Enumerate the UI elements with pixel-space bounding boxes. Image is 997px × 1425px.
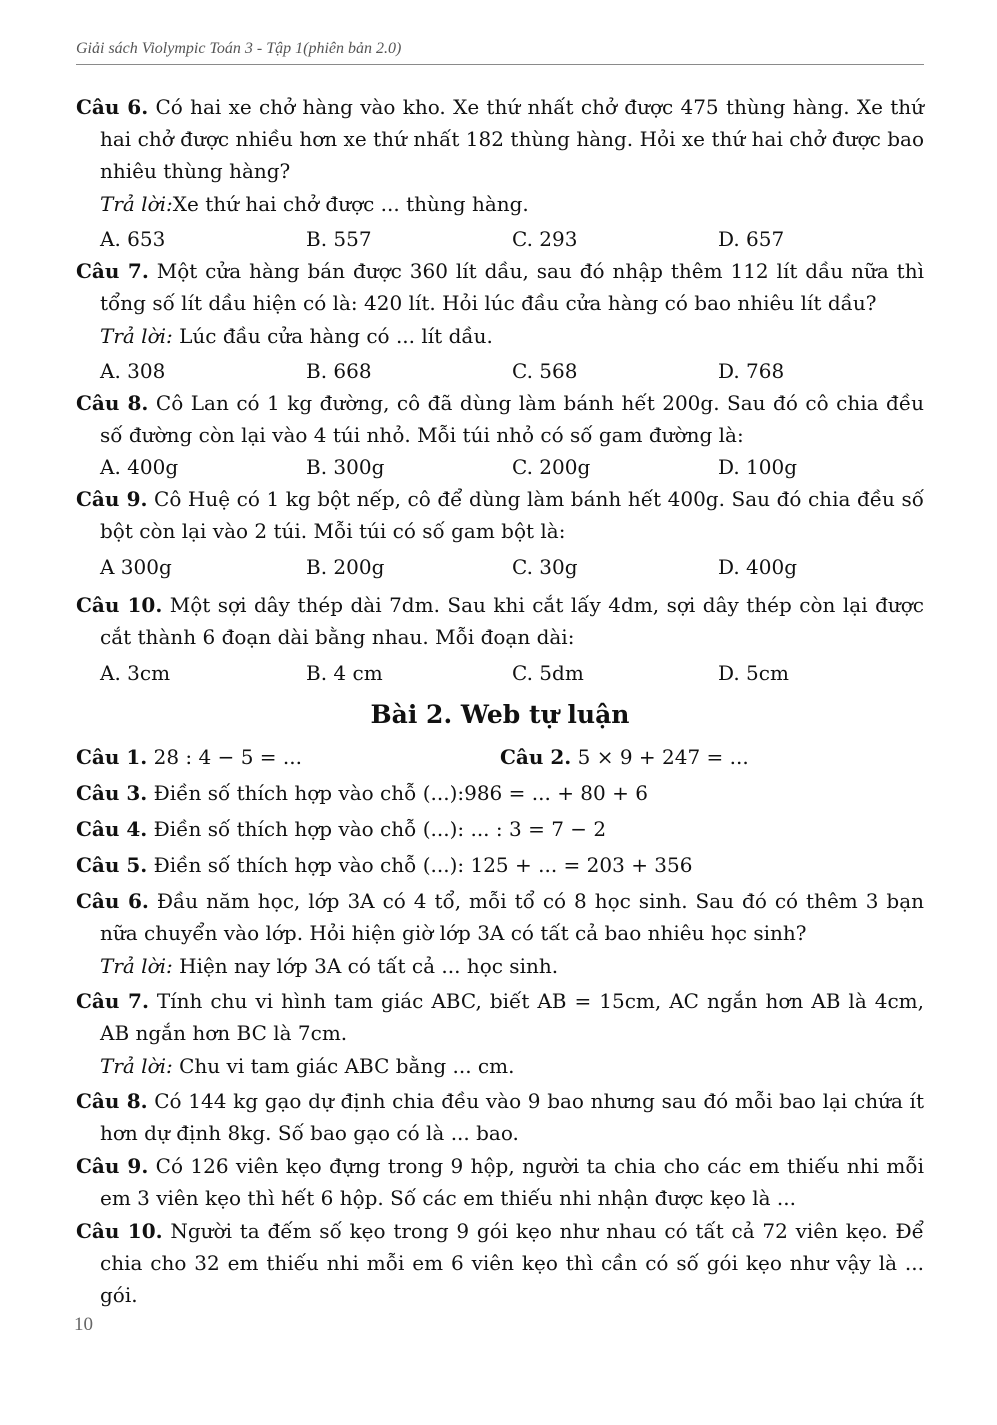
option-a: A. 400g — [100, 455, 179, 479]
question-text: Người ta đếm số kẹo trong 9 gói kẹo như nhau có tất cả 72 viên kẹo. Để chia cho 32 em thiếu nhi mỗi em 6 viên kẹo thì cần có số gói kẹo như vậy là ... gói. — [100, 1219, 924, 1307]
options-8 — [100, 451, 924, 483]
running-header: Giải sách Violympic Toán 3 - Tập 1(phiên bản 2.0) — [76, 40, 402, 57]
essay-question-3 — [76, 777, 924, 809]
question-label: Câu 6. — [76, 95, 149, 119]
options-10 — [100, 657, 924, 689]
option-d: D. 400g — [718, 555, 798, 579]
essay-question-5 — [76, 849, 924, 881]
question-text: Điền số thích hợp vào chỗ (...): ... : 3 = 7 − 2 — [147, 817, 607, 841]
question-text: Có hai xe chở hàng vào kho. Xe thứ nhất chở được 475 thùng hàng. Xe thứ hai chở được nhiều hơn xe thứ nhất 182 thùng hàng. Hỏi xe thứ hai chở được bao nhiêu thùng hàng? — [100, 95, 925, 183]
question-label: Câu 7. — [76, 989, 149, 1013]
answer-line-6 — [100, 188, 924, 220]
option-d: D. 5cm — [718, 661, 789, 685]
option-c: C. 5dm — [512, 661, 584, 685]
essay-question-1 — [76, 741, 500, 773]
question-row-1-2 — [76, 741, 924, 773]
option-d: D. 100g — [718, 455, 798, 479]
question-label: Câu 4. — [76, 817, 148, 841]
option-a: A. 653 — [100, 227, 166, 251]
question-label: Câu 2. — [500, 745, 572, 769]
header-divider — [76, 64, 924, 65]
answer-text: Lúc đầu cửa hàng có ... lít dầu. — [172, 324, 493, 348]
option-b: B. 300g — [306, 455, 385, 479]
question-text: Một sợi dây thép dài 7dm. Sau khi cắt lấy 4dm, sợi dây thép còn lại được cắt thành 6 đoạn dài bằng nhau. Mỗi đoạn dài: — [100, 593, 924, 649]
question-text: Đầu năm học, lớp 3A có 4 tổ, mỗi tổ có 8 học sinh. Sau đó có thêm 3 bạn nữa chuyển vào lớp. Hỏi hiện giờ lớp 3A có tất cả bao nhiêu học sinh? — [100, 889, 924, 945]
section-title: Bài 2. Web tự luận — [370, 700, 630, 729]
question-text: Một cửa hàng bán được 360 lít dầu, sau đó nhập thêm 112 lít dầu nữa thì tổng số lít dầu hiện có là: 420 lít. Hỏi lúc đầu cửa hàng có bao nhiêu lít dầu? — [100, 259, 924, 315]
option-a: A. 3cm — [100, 661, 171, 685]
question-6 — [76, 91, 924, 187]
option-b: B. 668 — [306, 359, 372, 383]
question-10 — [76, 589, 924, 653]
question-label: Câu 8. — [76, 391, 149, 415]
question-label: Câu 1. — [76, 745, 148, 769]
option-c: C. 568 — [512, 359, 578, 383]
question-label: Câu 9. — [76, 487, 148, 511]
essay-question-10 — [76, 1215, 924, 1311]
question-text: Điền số thích hợp vào chỗ (...):986 = ... + 80 + 6 — [147, 781, 648, 805]
options-9 — [100, 551, 924, 583]
question-label: Câu 10. — [76, 593, 163, 617]
option-b: B. 200g — [306, 555, 385, 579]
option-c: C. 200g — [512, 455, 591, 479]
answer-label: Trả lời: — [100, 954, 173, 978]
option-c: C. 30g — [512, 555, 578, 579]
question-text: Có 144 kg gạo dự định chia đều vào 9 bao nhưng sau đó mỗi bao lại chứa ít hơn dự định 8kg. Số bao gạo có là ... bao. — [100, 1089, 924, 1145]
essay-question-2 — [500, 741, 924, 773]
option-d: D. 657 — [718, 227, 785, 251]
options-7 — [100, 355, 924, 387]
question-text: Cô Lan có 1 kg đường, cô đã dùng làm bánh hết 200g. Sau đó cô chia đều số đường còn lại vào 4 túi nhỏ. Mỗi túi nhỏ có số gam đường là: — [100, 391, 924, 447]
option-a: A. 308 — [100, 359, 166, 383]
question-label: Câu 8. — [76, 1089, 148, 1113]
option-b: B. 557 — [306, 227, 372, 251]
essay-question-4 — [76, 813, 924, 845]
question-label: Câu 5. — [76, 853, 148, 877]
essay-answer-7 — [100, 1050, 924, 1082]
answer-label: Trả lời: — [100, 192, 173, 216]
answer-text: Hiện nay lớp 3A có tất cả ... học sinh. — [172, 954, 559, 978]
question-text: Có 126 viên kẹo đựng trong 9 hộp, người ta chia cho các em thiếu nhi mỗi em 3 viên kẹo thì hết 6 hộp. Số các em thiếu nhi nhận được kẹo là ... — [100, 1154, 924, 1210]
question-7 — [76, 255, 924, 319]
essay-question-8 — [76, 1085, 924, 1149]
question-text: Cô Huệ có 1 kg bột nếp, cô để dùng làm bánh hết 400g. Sau đó chia đều số bột còn lại vào 2 túi. Mỗi túi có số gam bột là: — [100, 487, 924, 543]
question-label: Câu 10. — [76, 1219, 163, 1243]
answer-text: Chu vi tam giác ABC bằng ... cm. — [172, 1054, 515, 1078]
option-d: D. 768 — [718, 359, 785, 383]
question-text: Tính chu vi hình tam giác ABC, biết AB = 15cm, AC ngắn hơn AB là 4cm, AB ngắn hơn BC là 7cm. — [100, 989, 924, 1045]
answer-label: Trả lời: — [100, 324, 173, 348]
option-a: A 300g — [100, 555, 172, 579]
question-text: 28 : 4 − 5 = ... — [147, 745, 302, 769]
essay-question-6 — [76, 885, 924, 949]
essay-question-9 — [76, 1150, 924, 1214]
answer-line-7 — [100, 320, 924, 352]
question-label: Câu 7. — [76, 259, 149, 283]
question-label: Câu 3. — [76, 781, 148, 805]
question-9 — [76, 483, 924, 547]
page-content — [76, 91, 924, 1311]
options-6 — [100, 223, 924, 255]
essay-question-7 — [76, 985, 924, 1049]
page-number: 10 — [74, 1314, 93, 1335]
answer-text: Xe thứ hai chở được ... thùng hàng. — [172, 192, 529, 216]
question-label: Câu 9. — [76, 1154, 149, 1178]
option-b: B. 4 cm — [306, 661, 383, 685]
question-text: Điền số thích hợp vào chỗ (...): 125 + ... = 203 + 356 — [147, 853, 693, 877]
option-c: C. 293 — [512, 227, 578, 251]
answer-label: Trả lời: — [100, 1054, 173, 1078]
question-8 — [76, 387, 924, 451]
question-label: Câu 6. — [76, 889, 149, 913]
essay-answer-6 — [100, 950, 924, 982]
question-text: 5 × 9 + 247 = ... — [571, 745, 749, 769]
